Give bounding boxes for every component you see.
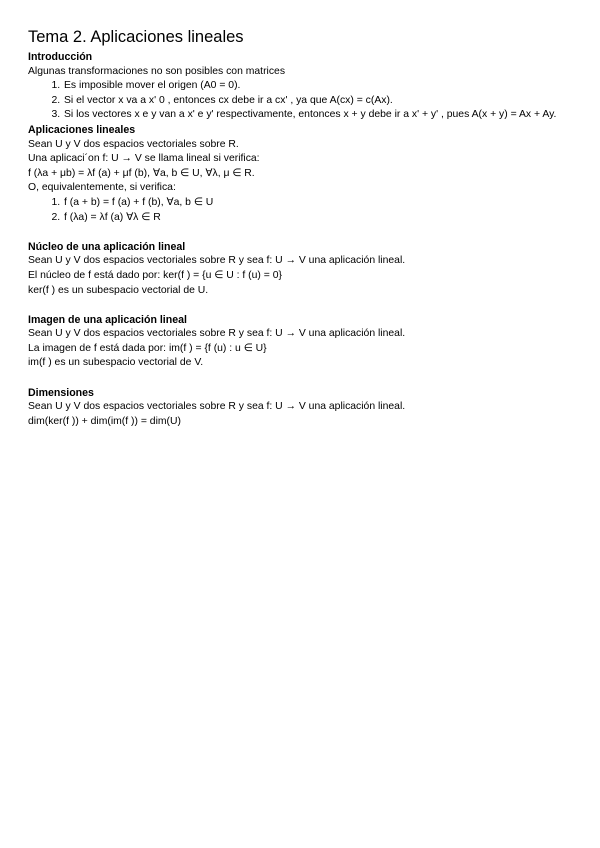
section-heading: Aplicaciones lineales xyxy=(28,123,136,136)
section-dimensiones xyxy=(28,386,572,430)
paragraph: Sean U y V dos espacios vectoriales sobre R y sea f: U → V una aplicación lineal. xyxy=(28,328,406,340)
paragraph: Sean U y V dos espacios vectoriales sobre R y sea f: U → V una aplicación lineal. xyxy=(28,401,406,413)
section-heading: Dimensiones xyxy=(28,386,94,399)
paragraph: Una aplicaci´on f: U → V se llama lineal si verifica: xyxy=(28,153,260,165)
section-aplicaciones-lineales xyxy=(28,123,572,225)
paragraph: im(f ) es un subespacio vectorial de V. xyxy=(28,357,204,369)
formula: f (λa + μb) = λf (a) + μf (b), ∀a, b ∈ U, ∀λ, μ ∈ R. xyxy=(28,167,255,179)
paragraph: Sean U y V dos espacios vectoriales sobre R y sea f: U → V una aplicación lineal. xyxy=(28,255,406,267)
formula: dim(ker(f )) + dim(im(f )) = dim(U) xyxy=(28,415,181,427)
spacer xyxy=(28,225,572,240)
list-item: 1. f (a + b) = f (a) + f (b), ∀a, b ∈ U xyxy=(63,196,572,211)
spacer xyxy=(28,371,572,386)
section-heading: Imagen de una aplicación lineal xyxy=(28,313,187,326)
section-imagen xyxy=(28,313,572,371)
paragraph: Sean U y V dos espacios vectoriales sobre R. xyxy=(28,138,239,150)
section-nucleo xyxy=(28,240,572,298)
numbered-list xyxy=(28,79,572,123)
paragraph: La imagen de f está dada por: im(f ) = {f (u) : u ∈ U} xyxy=(28,342,267,354)
list-item: 3. Si los vectores x e y van a x' e y' respectivamente, entonces x + y debe ir a x' + y' , pues A(x + y) = Ax + Ay. xyxy=(63,108,572,123)
page-title: Tema 2. Aplicaciones lineales xyxy=(28,28,244,46)
section-introduccion xyxy=(28,50,572,123)
paragraph: Algunas transformaciones no son posibles con matrices xyxy=(28,65,286,77)
list-item: 2. Si el vector x va a x' 0 , entonces cx debe ir a cx' , ya que A(cx) = c(Ax). xyxy=(63,94,572,109)
list-item: 1. Es imposible mover el origen (A0 = 0). xyxy=(63,79,572,94)
section-heading: Introducción xyxy=(28,51,93,63)
paragraph: O, equivalentemente, si verifica: xyxy=(28,182,176,194)
list-item: 2. f (λa) = λf (a) ∀λ ∈ R xyxy=(63,211,572,226)
numbered-list xyxy=(28,196,572,225)
spacer xyxy=(28,298,572,313)
section-heading: Núcleo de una aplicación lineal xyxy=(28,240,186,253)
paragraph: ker(f ) es un subespacio vectorial de U. xyxy=(28,284,209,296)
paragraph: El núcleo de f está dado por: ker(f ) = {u ∈ U : f (u) = 0} xyxy=(28,269,282,281)
